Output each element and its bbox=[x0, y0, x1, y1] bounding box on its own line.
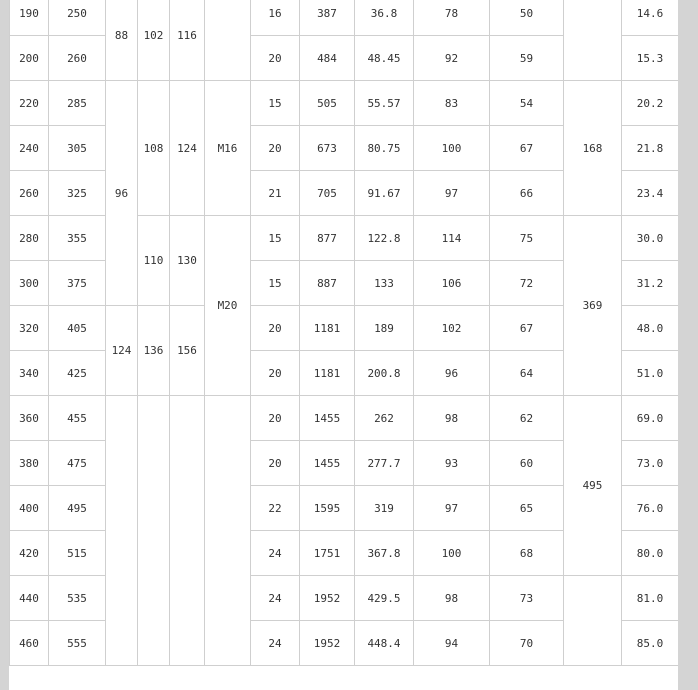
table-cell: 673 bbox=[300, 126, 355, 171]
table-cell: 68 bbox=[490, 531, 564, 576]
table-cell: 94 bbox=[414, 621, 490, 666]
table-cell: 355 bbox=[49, 216, 106, 261]
table-cell: 31.2 bbox=[622, 261, 679, 306]
table-cell: 1455 bbox=[300, 396, 355, 441]
table-cell: 220 bbox=[10, 81, 49, 126]
table-row bbox=[10, 396, 679, 441]
table-cell: 91.67 bbox=[355, 171, 414, 216]
table-cell: 80.75 bbox=[355, 126, 414, 171]
table-cell: 78 bbox=[414, 0, 490, 36]
table-cell: 51.0 bbox=[622, 351, 679, 396]
table-cell: 190 bbox=[10, 0, 49, 36]
table-cell: 96 bbox=[414, 351, 490, 396]
table-cell: 425 bbox=[49, 351, 106, 396]
table-cell: 200.8 bbox=[355, 351, 414, 396]
table-cell: 24 bbox=[251, 531, 300, 576]
table-cell bbox=[564, 0, 622, 81]
table-cell bbox=[106, 396, 138, 666]
table-cell: 22 bbox=[251, 486, 300, 531]
table-cell: 277.7 bbox=[355, 441, 414, 486]
table-cell: 48.45 bbox=[355, 36, 414, 81]
table-cell: 387 bbox=[300, 0, 355, 36]
table-cell: M20 bbox=[205, 216, 251, 396]
table-cell: 65 bbox=[490, 486, 564, 531]
table-cell: 495 bbox=[564, 396, 622, 576]
table-cell: 100 bbox=[414, 126, 490, 171]
table-cell: 24 bbox=[251, 621, 300, 666]
table-cell: 340 bbox=[10, 351, 49, 396]
table-cell: 360 bbox=[10, 396, 49, 441]
table-cell: 20 bbox=[251, 441, 300, 486]
table-cell: 1595 bbox=[300, 486, 355, 531]
table-cell: 515 bbox=[49, 531, 106, 576]
table-cell: 73.0 bbox=[622, 441, 679, 486]
table-cell: 100 bbox=[414, 531, 490, 576]
table-cell: 168 bbox=[564, 81, 622, 216]
table-cell bbox=[205, 0, 251, 81]
table-cell: 200 bbox=[10, 36, 49, 81]
table-cell: 15 bbox=[251, 261, 300, 306]
table-cell: 400 bbox=[10, 486, 49, 531]
table-cell: 97 bbox=[414, 171, 490, 216]
table-cell: 1181 bbox=[300, 351, 355, 396]
table-cell: 429.5 bbox=[355, 576, 414, 621]
table-cell: 73 bbox=[490, 576, 564, 621]
table-cell: 72 bbox=[490, 261, 564, 306]
table-cell: 495 bbox=[49, 486, 106, 531]
table-cell: 64 bbox=[490, 351, 564, 396]
table-cell: 15.3 bbox=[622, 36, 679, 81]
table-cell: 375 bbox=[49, 261, 106, 306]
table-cell: 877 bbox=[300, 216, 355, 261]
left-page-margin bbox=[0, 0, 9, 669]
table-cell: 240 bbox=[10, 126, 49, 171]
table-cell: 130 bbox=[170, 216, 205, 306]
table-cell: 97 bbox=[414, 486, 490, 531]
table-cell: 260 bbox=[49, 36, 106, 81]
table-cell: 50 bbox=[490, 0, 564, 36]
table-cell: 440 bbox=[10, 576, 49, 621]
table-cell: 81.0 bbox=[622, 576, 679, 621]
table-cell: 36.8 bbox=[355, 0, 414, 36]
table-cell: 20 bbox=[251, 126, 300, 171]
table-cell: 76.0 bbox=[622, 486, 679, 531]
table-row bbox=[10, 81, 679, 126]
table-cell: 114 bbox=[414, 216, 490, 261]
table-cell bbox=[138, 396, 170, 666]
table-cell: 69.0 bbox=[622, 396, 679, 441]
table-cell: 260 bbox=[10, 171, 49, 216]
table-cell: 369 bbox=[564, 216, 622, 396]
data-sheet-page bbox=[9, 0, 678, 690]
table-cell: 14.6 bbox=[622, 0, 679, 36]
table-cell: 1952 bbox=[300, 576, 355, 621]
table-cell: 405 bbox=[49, 306, 106, 351]
table-cell: 320 bbox=[10, 306, 49, 351]
table-cell: 67 bbox=[490, 126, 564, 171]
table-cell: 67 bbox=[490, 306, 564, 351]
table-cell: 110 bbox=[138, 216, 170, 306]
table-cell: 460 bbox=[10, 621, 49, 666]
table-cell: 102 bbox=[414, 306, 490, 351]
table-cell: 116 bbox=[170, 0, 205, 81]
table-cell: 124 bbox=[170, 81, 205, 216]
table-cell: 124 bbox=[106, 306, 138, 396]
table-cell: 98 bbox=[414, 396, 490, 441]
table-cell: 55.57 bbox=[355, 81, 414, 126]
table-cell: 280 bbox=[10, 216, 49, 261]
table-cell: 1455 bbox=[300, 441, 355, 486]
table-cell: 21 bbox=[251, 171, 300, 216]
table-cell bbox=[170, 396, 205, 666]
table-cell: 250 bbox=[49, 0, 106, 36]
table-cell: 21.8 bbox=[622, 126, 679, 171]
table-cell: 380 bbox=[10, 441, 49, 486]
table-cell: 535 bbox=[49, 576, 106, 621]
table-cell: 189 bbox=[355, 306, 414, 351]
table-cell: 448.4 bbox=[355, 621, 414, 666]
table-cell: 83 bbox=[414, 81, 490, 126]
table-cell: 156 bbox=[170, 306, 205, 396]
dimension-table bbox=[9, 0, 679, 666]
table-cell: 20.2 bbox=[622, 81, 679, 126]
table-cell: 106 bbox=[414, 261, 490, 306]
table-cell: 420 bbox=[10, 531, 49, 576]
table-cell: 122.8 bbox=[355, 216, 414, 261]
table-cell: 20 bbox=[251, 396, 300, 441]
table-cell: 24 bbox=[251, 576, 300, 621]
table-cell: 1181 bbox=[300, 306, 355, 351]
table-cell: 705 bbox=[300, 171, 355, 216]
table-cell: 484 bbox=[300, 36, 355, 81]
table-cell: 300 bbox=[10, 261, 49, 306]
table-cell bbox=[205, 396, 251, 666]
table-cell: 108 bbox=[138, 81, 170, 216]
table-cell: 285 bbox=[49, 81, 106, 126]
table-cell: 133 bbox=[355, 261, 414, 306]
table-cell: 455 bbox=[49, 396, 106, 441]
table-cell: 93 bbox=[414, 441, 490, 486]
table-cell: 54 bbox=[490, 81, 564, 126]
table-cell: 555 bbox=[49, 621, 106, 666]
table-row bbox=[10, 0, 679, 36]
table-cell: 505 bbox=[300, 81, 355, 126]
table-cell: 325 bbox=[49, 171, 106, 216]
table-cell: 88 bbox=[106, 0, 138, 81]
table-cell: 66 bbox=[490, 171, 564, 216]
table-cell: 85.0 bbox=[622, 621, 679, 666]
table-cell: 80.0 bbox=[622, 531, 679, 576]
table-cell: 1751 bbox=[300, 531, 355, 576]
table-cell: 23.4 bbox=[622, 171, 679, 216]
table-cell bbox=[564, 576, 622, 666]
table-cell: 70 bbox=[490, 621, 564, 666]
table-cell: 20 bbox=[251, 351, 300, 396]
table-cell: 30.0 bbox=[622, 216, 679, 261]
table-cell: 305 bbox=[49, 126, 106, 171]
table-cell: 319 bbox=[355, 486, 414, 531]
right-page-margin bbox=[678, 0, 698, 669]
table-cell: 98 bbox=[414, 576, 490, 621]
table-cell: 15 bbox=[251, 216, 300, 261]
table-cell: M16 bbox=[205, 81, 251, 216]
table-cell: 1952 bbox=[300, 621, 355, 666]
table-cell: 15 bbox=[251, 81, 300, 126]
table-cell: 102 bbox=[138, 0, 170, 81]
table-cell: 60 bbox=[490, 441, 564, 486]
table-cell: 367.8 bbox=[355, 531, 414, 576]
table-cell: 887 bbox=[300, 261, 355, 306]
table-cell: 62 bbox=[490, 396, 564, 441]
table-cell: 96 bbox=[106, 81, 138, 306]
table-cell: 262 bbox=[355, 396, 414, 441]
table-cell: 59 bbox=[490, 36, 564, 81]
table-cell: 20 bbox=[251, 306, 300, 351]
table-cell: 20 bbox=[251, 36, 300, 81]
table-cell: 92 bbox=[414, 36, 490, 81]
table-cell: 48.0 bbox=[622, 306, 679, 351]
table-cell: 136 bbox=[138, 306, 170, 396]
table-cell: 75 bbox=[490, 216, 564, 261]
table-cell: 16 bbox=[251, 0, 300, 36]
table-cell: 475 bbox=[49, 441, 106, 486]
